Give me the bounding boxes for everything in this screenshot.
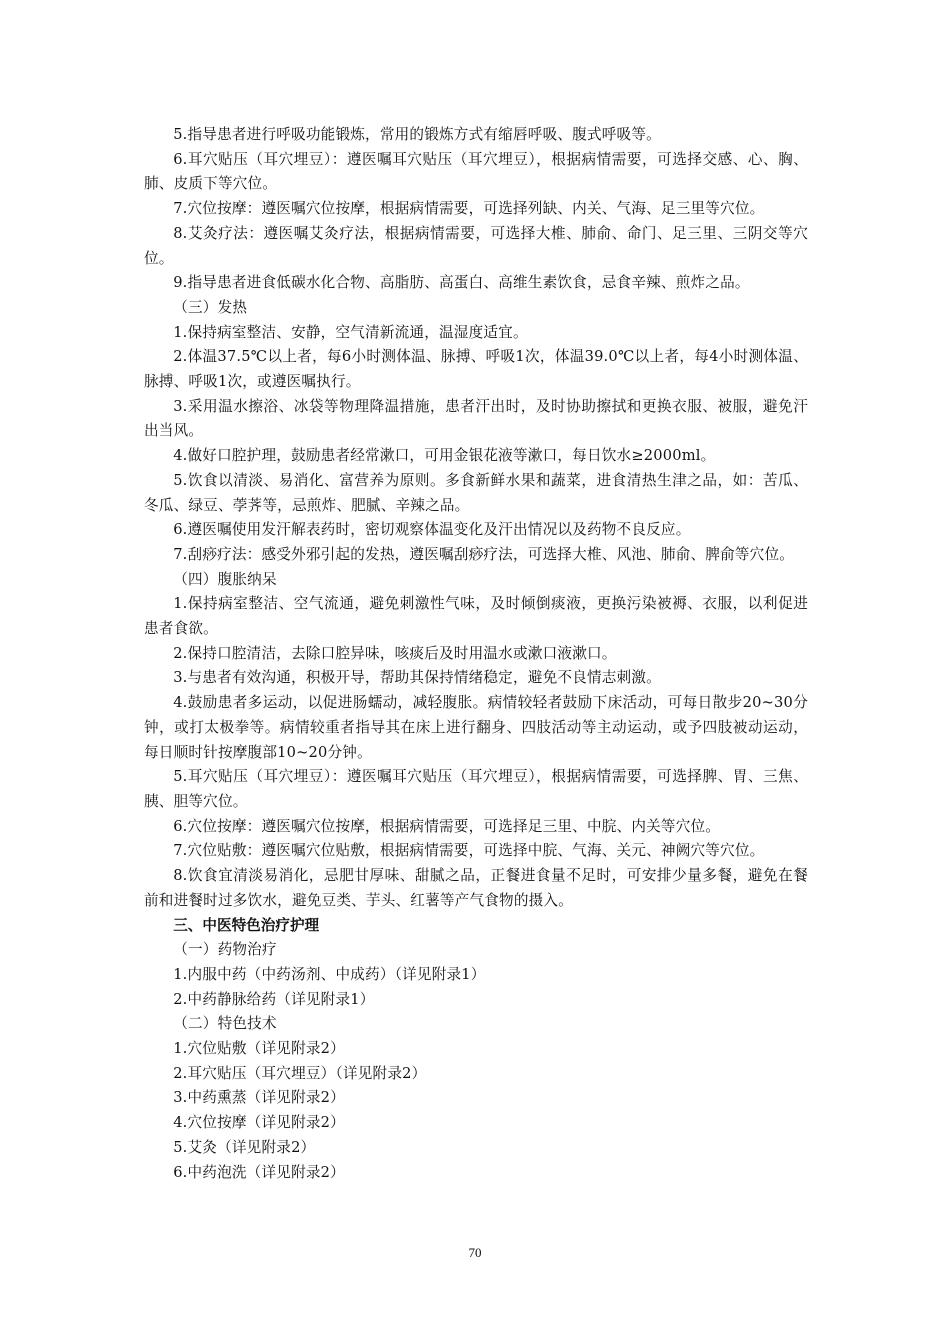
body-paragraph: 6.中药泡洗（详见附录2） xyxy=(173,1163,345,1181)
body-paragraph: 5.耳穴贴压（耳穴埋豆）：遵医嘱耳穴贴压（耳穴埋豆），根据病情需要，可选择脾、胃、三焦、胰、胆等穴位。 xyxy=(144,768,808,810)
body-paragraph: 7.穴位贴敷：遵医嘱穴位贴敷，根据病情需要，可选择中脘、气海、关元、神阙穴等穴位。 xyxy=(173,842,765,860)
body-paragraph: 3.采用温水擦浴、冰袋等物理降温措施，患者汗出时，及时协助擦拭和更换衣服、被服，避免汗出当风。 xyxy=(144,397,808,440)
subsection-heading: （二）特色技术 xyxy=(173,1015,277,1033)
body-paragraph: 2.中药静脉给药（详见附录1） xyxy=(173,990,375,1008)
body-paragraph: 7.穴位按摩：遵医嘱穴位按摩，根据病情需要，可选择列缺、内关、气海、足三里等穴位。 xyxy=(173,200,765,218)
body-paragraph: 4.鼓励患者多运动，以促进肠蠕动，减轻腹胀。病情较轻者鼓励下床活动，可每日散步20~30分钟，或打太极拳等。病情较重者指导其在床上进行翻身、四肢活动等主动运动，或予四肢被动运动，每日顺时针按摩腹部10~20分钟。 xyxy=(144,694,808,761)
body-paragraph: 3.与患者有效沟通，积极开导，帮助其保持情绪稳定，避免不良情志刺激。 xyxy=(173,669,661,687)
body-paragraph: 3.中药熏蒸（详见附录2） xyxy=(173,1089,345,1107)
body-paragraph: 2.耳穴贴压（耳穴埋豆）（详见附录2） xyxy=(173,1064,427,1082)
body-paragraph: 1.保持病室整洁、安静，空气清新流通，温湿度适宜。 xyxy=(173,323,528,341)
body-paragraph: 8.艾灸疗法：遵医嘱艾灸疗法，根据病情需要，可选择大椎、肺俞、命门、足三里、三阴交等穴位。 xyxy=(144,224,808,267)
body-paragraph: 8.饮食宜清淡易消化，忌肥甘厚味、甜腻之品，正餐进食量不足时，可安排少量多餐，避免在餐前和进餐时过多饮水，避免豆类、芋头、红薯等产气食物的摄入。 xyxy=(144,867,808,909)
body-paragraph: 6.穴位按摩：遵医嘱穴位按摩，根据病情需要，可选择足三里、中脘、内关等穴位。 xyxy=(173,817,721,835)
body-paragraph: 7.刮痧疗法：感受外邪引起的发热，遵医嘱刮痧疗法，可选择大椎、风池、肺俞、脾俞等穴位。 xyxy=(173,545,795,563)
subsection-heading: （一）药物治疗 xyxy=(173,941,277,959)
body-paragraph: 4.做好口腔护理，鼓励患者经常漱口，可用金银花液等漱口，每日饮水≥2000ml。 xyxy=(173,447,716,465)
body-paragraph: 5.指导患者进行呼吸功能锻炼，常用的锻炼方式有缩唇呼吸、腹式呼吸等。 xyxy=(173,126,661,143)
body-paragraph: 2.保持口腔清洁，去除口腔异味，咳痰后及时用温水或漱口液漱口。 xyxy=(173,644,617,662)
subsection-heading: （三）发热 xyxy=(173,298,248,316)
body-paragraph: 5.饮食以清淡、易消化、富营养为原则。多食新鲜水果和蔬菜，进食清热生津之品，如：苦瓜、冬瓜、绿豆、荸荠等，忌煎炸、肥腻、辛辣之品。 xyxy=(144,471,808,514)
body-paragraph: 5.艾灸（详见附录2） xyxy=(173,1138,316,1156)
body-paragraph: 6.耳穴贴压（耳穴埋豆）：遵医嘱耳穴贴压（耳穴埋豆），根据病情需要，可选择交感、心、胸、肺、皮质下等穴位。 xyxy=(144,150,808,193)
page-body xyxy=(144,123,808,1185)
body-paragraph: 9.指导患者进食低碳水化合物、高脂肪、高蛋白、高维生素饮食，忌食辛辣、煎炸之品。 xyxy=(173,274,750,292)
body-paragraph: 1.保持病室整洁、空气流通，避免刺激性气味，及时倾倒痰液，更换污染被褥、衣服，以利促进患者食欲。 xyxy=(144,595,808,638)
body-paragraph: 6.遵医嘱使用发汗解表药时，密切观察体温变化及汗出情况以及药物不良反应。 xyxy=(173,521,691,539)
body-paragraph: 2.体温37.5℃以上者，每6小时测体温、脉搏、呼吸1次，体温39.0℃以上者，每4小时测体温、脉搏、呼吸1次，或遵医嘱执行。 xyxy=(144,348,808,391)
section-heading: 三、中医特色治疗护理 xyxy=(173,916,320,934)
subsection-heading: （四）腹胀纳呆 xyxy=(173,570,277,588)
page-number: 70 xyxy=(468,1245,482,1260)
body-paragraph: 4.穴位按摩（详见附录2） xyxy=(173,1114,345,1132)
body-paragraph: 1.内服中药（中药汤剂、中成药）（详见附录1） xyxy=(173,965,486,983)
body-paragraph: 1.穴位贴敷（详见附录2） xyxy=(173,1040,345,1058)
